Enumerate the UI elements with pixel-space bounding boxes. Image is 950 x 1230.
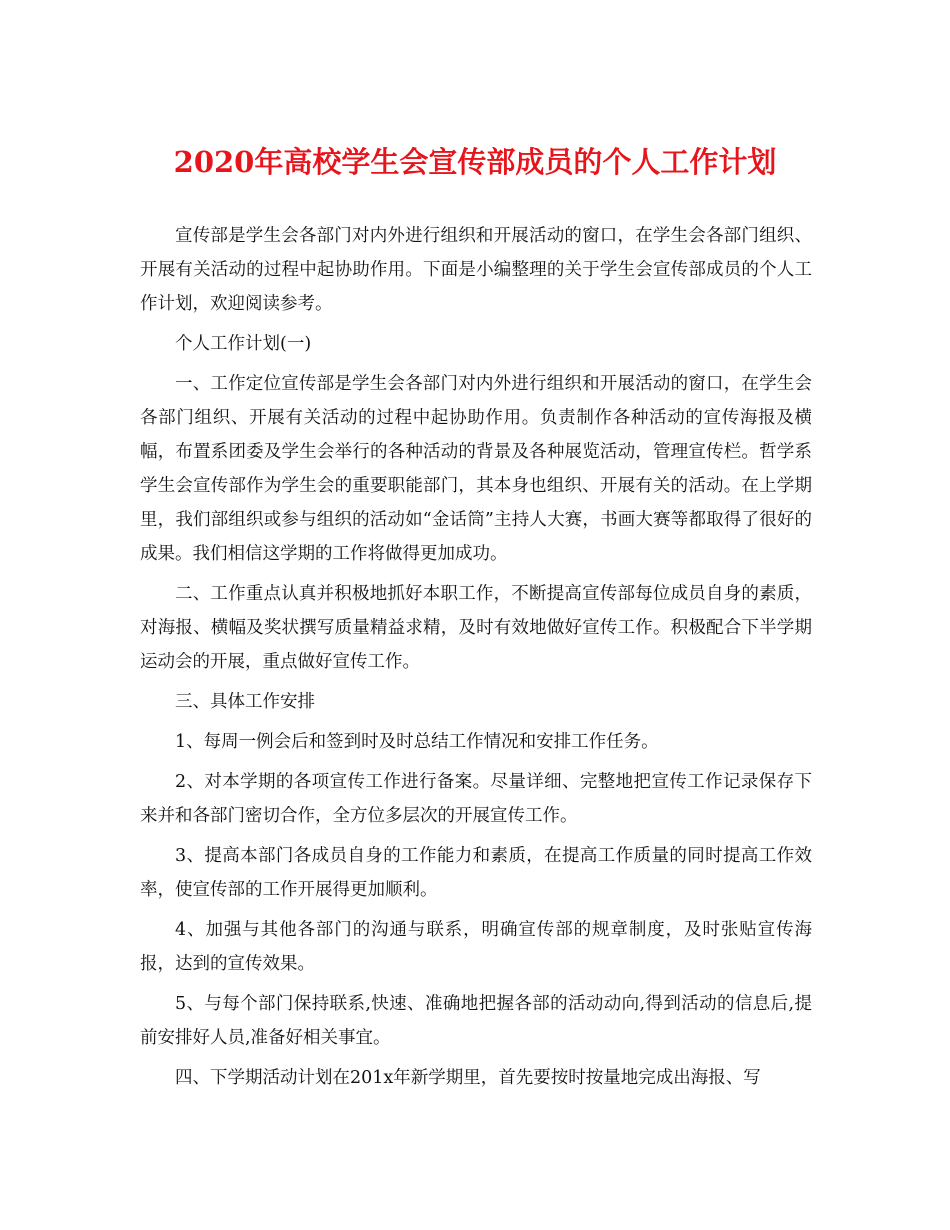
paragraph-section-3-heading: 三、具体工作安排 [175, 692, 315, 712]
paragraph-section-4: 四、下学期活动计划在201x年新学期里，首先要按时按量地完成出海报、写 [175, 1068, 761, 1088]
paragraph-item-4: 4、加强与其他各部门的沟通与联系，明确宣传部的规章制度，及时张贴宣传海报，达到的宣传效果。 [140, 920, 812, 974]
document-title: 2020年高校学生会宣传部成员的个人工作计划 [173, 145, 777, 179]
paragraph-item-1: 1、每周一例会后和签到时及时总结工作情况和安排工作任务。 [175, 732, 659, 752]
paragraph-section-1: 一、工作定位宣传部是学生会各部门对内外进行组织和开展活动的窗口，在学生会各部门组织、开展有关活动的过程中起协助作用。负责制作各种活动的宣传海报及横幅，布置系团委及学生会举行的各种活动的背景及各种展览活动，管理宣传栏。哲学系学生会宣传部作为学生会的重要职能部门，其本身也组织、开展有关的活动。在上学期里，我们部组织或参与组织的活动如“金话筒”主持人大赛，书画大赛等都取得了很好的成果。我们相信这学期的工作将做得更加成功。 [140, 374, 812, 564]
document-body [140, 219, 812, 1100]
paragraph-item-2: 2、对本学期的各项宣传工作进行备案。尽量详细、完整地把宣传工作记录保存下来并和各部门密切合作，全方位多层次的开展宣传工作。 [140, 772, 812, 826]
paragraph-intro: 宣传部是学生会各部门对内外进行组织和开展活动的窗口，在学生会各部门组织、开展有关活动的过程中起协助作用。下面是小编整理的关于学生会宣传部成员的个人工作计划，欢迎阅读参考。 [140, 226, 812, 314]
paragraph-item-5: 5、与每个部门保持联系,快速、准确地把握各部的活动动向,得到活动的信息后,提前安排好人员,准备好相关事宜。 [140, 994, 812, 1048]
paragraph-section-2: 二、工作重点认真并积极地抓好本职工作，不断提高宣传部每位成员自身的素质，对海报、横幅及奖状撰写质量精益求精，及时有效地做好宣传工作。积极配合下半学期运动会的开展，重点做好宣传工作。 [140, 584, 812, 672]
paragraph-item-3: 3、提高本部门各成员自身的工作能力和素质，在提高工作质量的同时提高工作效率，使宣传部的工作开展得更加顺利。 [140, 846, 812, 900]
paragraph-plan-heading: 个人工作计划(一) [175, 334, 312, 354]
